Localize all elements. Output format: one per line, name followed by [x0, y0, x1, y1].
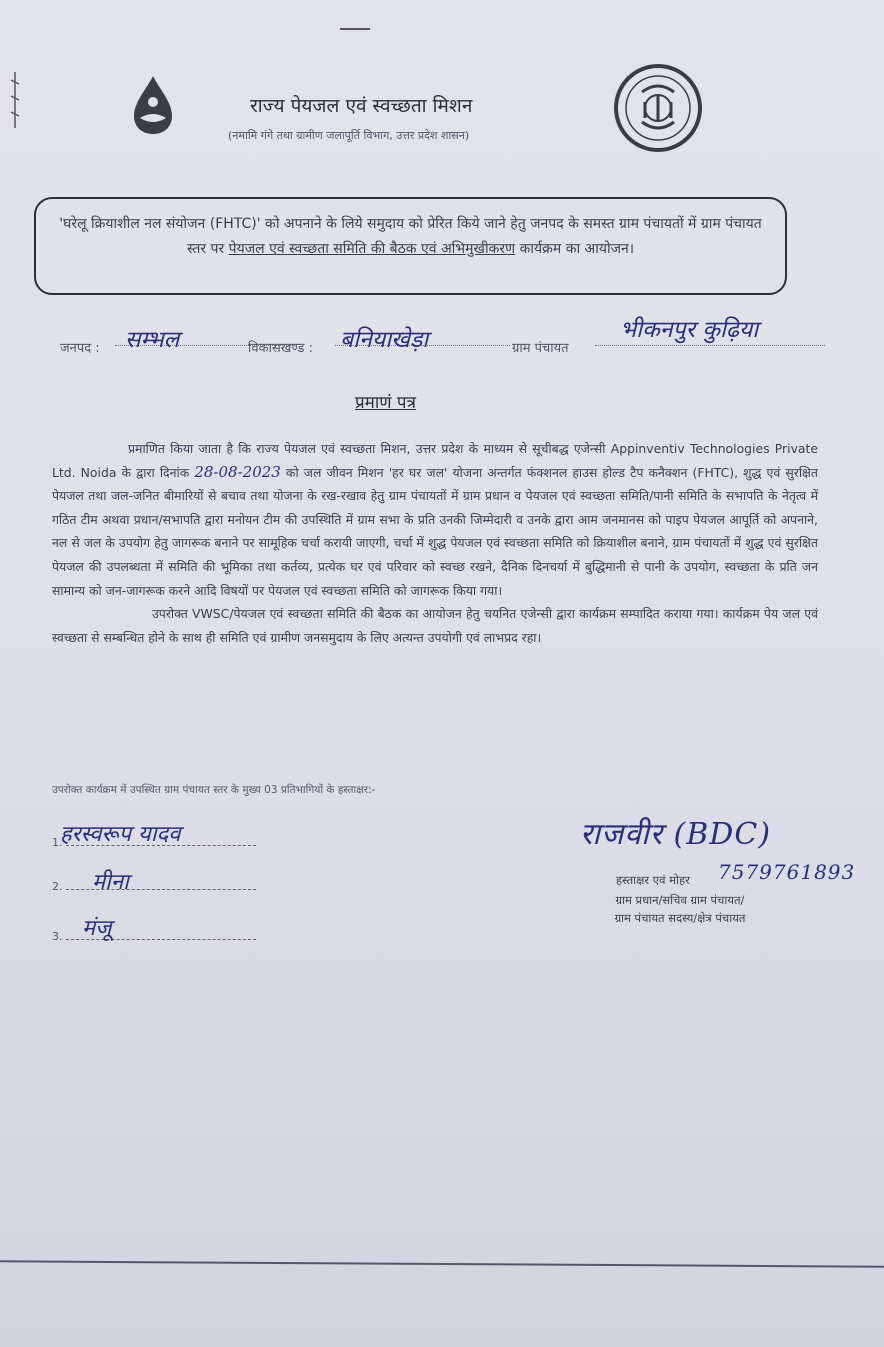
- signatory-role-1: ग्राम प्रधान/सचिव ग्राम पंचायत/: [615, 893, 745, 907]
- district-value: सम्भल: [125, 327, 180, 353]
- intro-text-after: कार्यक्रम का आयोजन।: [515, 241, 635, 257]
- witness-number: 2.: [52, 880, 63, 893]
- certificate-body: [52, 437, 818, 649]
- seal-emblem-icon: [612, 58, 704, 156]
- certificate-paragraph-2: उपरोक्त VWSC/पेयजल एवं स्वच्छता समिति की बैठक का आयोजन हेतु चयनित एजेन्सी द्वारा कार्यक्रम सम्पादित कराया गया। कार्यक्रम पेय जल एवं स्वच्छता से सम्बन्धित होने के साथ ही समिति एवं ग्रामीण जनसमुदाय के लिए अत्यन्त उपयोगी एवं लाभप्रद रहा।: [52, 606, 818, 645]
- witness-signature-2: मीना: [92, 870, 129, 895]
- signature-and-seal-label: हस्ताक्षर एवं मोहर: [616, 873, 690, 887]
- witness-number: 3.: [52, 930, 63, 943]
- block-label: विकासखण्ड :: [248, 341, 314, 356]
- witness-signature-1: हरस्वरूप यादव: [60, 822, 181, 847]
- witness-line-2: [52, 880, 256, 893]
- signatory-role-2: ग्राम पंचायत सदस्य/क्षेत्र पंचायत: [614, 911, 746, 925]
- jal-jeevan-mission-logo: [118, 72, 188, 158]
- page-bottom-rule: [0, 1260, 884, 1267]
- para1-after-date: को जल जीवन मिशन 'हर घर जल' योजना अन्तर्गत फंक्शनल हाउस होल्ड टैप कनैक्शन (FHTC), शुद्ध एवं सुरक्षित पेयजल तथा जल-जनित बीमारियों से बचाव तथा योजना के रख-रखाव हेतु ग्राम पंचायतों में ग्राम प्रधान व पेयजल एवं स्वच्छता समिति/पानी समिति के सभापति के नेतृत्व में गठित टीम अथवा प्रधान/सभापति द्वारा मनोयन टीम की उपस्थिति में ग्राम सभा के प्रति उनकी जिम्मेदारी व उनके द्वारा आम जनमानस को पाइप पेयजल आपूर्ति को अपनाने, नल से जल के उपयोग हेतु जागरूक बनाने पर सामूहिक चर्चा करायी जाएगी, चर्चा में शुद्ध पेयजल एवं स्वच्छता समिति को क्रियाशील बनाने, ग्राम पंचायतों में शुद्ध एवं सुरक्षित पेयजल की उपलब्धता में समिति की भूमिका तथा कर्तव्य, प्रत्येक घर एवं परिवार को स्वच्छ रखने, दैनिक दिनचर्या में बुद्धिमानी से पानी के उपयोग, स्वच्छता के प्रति जन सामान्य को जन-जागरूक करने आदि विषयों पर पेयजल एवं स्वच्छता समिति को जागरूक किया गया।: [52, 464, 818, 598]
- certificate-title: प्रमाणं पत्र: [355, 393, 416, 413]
- up-government-seal: [612, 58, 704, 156]
- intro-underlined: पेयजल एवं स्वच्छता समिति की बैठक एवं अभिमुखीकरण: [228, 241, 516, 257]
- margin-mark: [8, 70, 22, 130]
- intro-text-before: 'घरेलू क्रियाशील नल संयोजन (FHTC)' को अपनाने के लिये समुदाय को प्रेरित किये जाने हेतु जनपद के समस्त ग्राम पंचायतों में ग्राम पंचायत स्तर पर: [59, 216, 762, 257]
- signatory-roles: [560, 891, 800, 927]
- panchayat-dotline: [595, 345, 825, 346]
- location-fields: [60, 317, 860, 370]
- org-title: राज्य पेयजल एवं स्वच्छता मिशन: [250, 95, 473, 117]
- program-description-box: [34, 197, 787, 295]
- program-date: 28-08-2023: [194, 462, 281, 481]
- panchayat-label: ग्राम पंचायत: [512, 341, 569, 356]
- org-subtitle: (नमामि गंगे तथा ग्रामीण जलापूर्ति विभाग, उत्तर प्रदेश शासन): [228, 129, 470, 142]
- witness-number: 1.: [52, 836, 63, 849]
- program-description: [56, 212, 765, 262]
- block-value: बनियाखेड़ा: [340, 327, 429, 353]
- certificate-paragraph-1: [52, 437, 818, 602]
- witness-signature-3: मंजू: [82, 916, 112, 941]
- water-drop-icon: [118, 72, 188, 158]
- district-label: जनपद :: [60, 341, 100, 356]
- signatory-handwritten-name: राजवीर (BDC): [580, 817, 772, 852]
- pen-mark: [340, 28, 370, 30]
- panchayat-value: भीकनपुर कुढ़िया: [620, 317, 759, 343]
- signatory-phone: 7579761893: [718, 860, 856, 884]
- witness-intro: उपरोक्त कार्यक्रम में उपस्थित ग्राम पंचायत स्तर के मुख्य 03 प्रतिभागियों के हस्ताक्षर:-: [52, 784, 376, 796]
- para1-before-date: प्रमाणित किया जाता है कि राज्य पेयजल एवं स्वच्छता मिशन, उत्तर प्रदेश के माध्यम से सूचीबद्ध एजेन्सी Appinventiv Technologies Private Ltd. Noida के द्वारा दिनांक: [52, 441, 818, 480]
